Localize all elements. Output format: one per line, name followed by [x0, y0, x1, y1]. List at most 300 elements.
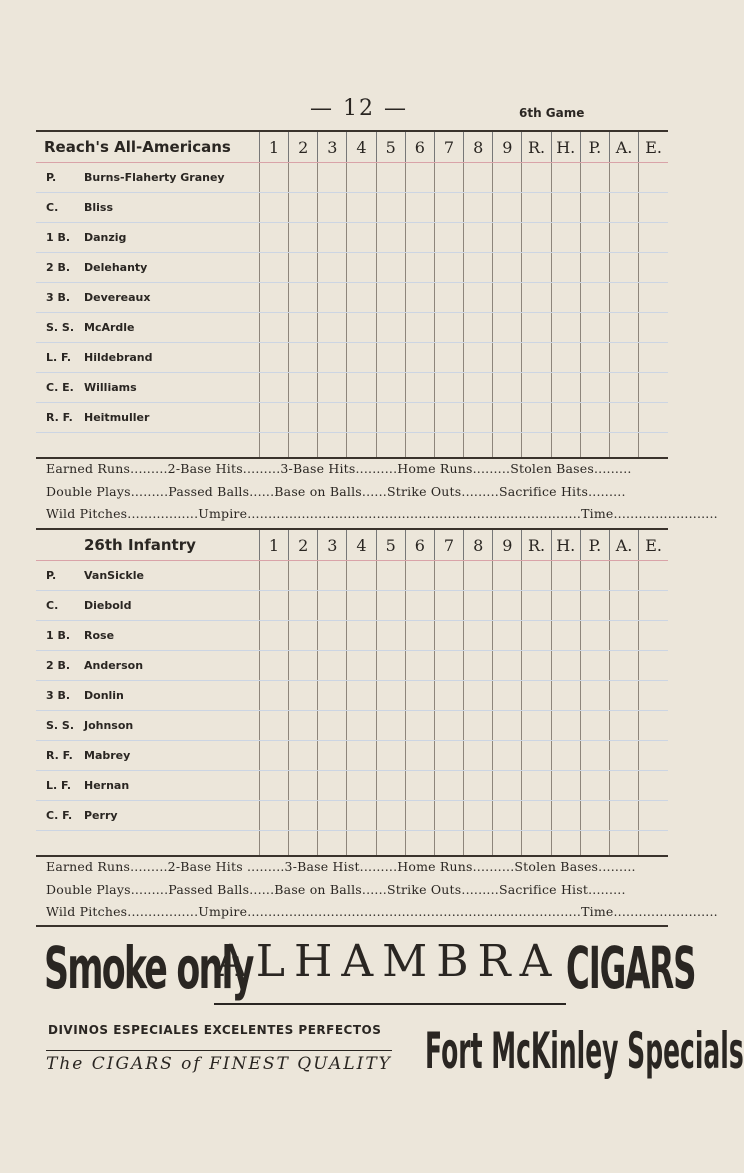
- score-cell: [405, 561, 434, 591]
- score-cell: [639, 193, 668, 223]
- player-name: Hildebrand: [84, 351, 153, 364]
- score-cell: [289, 343, 318, 373]
- score-cell: [405, 591, 434, 621]
- score-cell: [609, 681, 638, 711]
- strike-outs-field: Strike Outs.........: [386, 483, 499, 499]
- score-cell: [609, 591, 638, 621]
- player-cell: [36, 403, 259, 433]
- score-cell: [551, 373, 580, 403]
- totals-cell: [289, 831, 318, 857]
- score-cell: [464, 621, 493, 651]
- player-position: C.: [46, 599, 59, 612]
- score-cell: [522, 373, 551, 403]
- score-cell: [376, 741, 405, 771]
- player-row: [36, 163, 668, 193]
- player-position: 1 B.: [46, 231, 71, 244]
- score-cell: [493, 561, 522, 591]
- score-cell: [522, 193, 551, 223]
- column-header: 9: [493, 529, 522, 561]
- score-cell: [580, 283, 609, 313]
- score-cell: [580, 591, 609, 621]
- score-cell: [551, 741, 580, 771]
- team1-rows: [36, 163, 668, 459]
- score-cell: [259, 561, 288, 591]
- column-header: 6: [405, 131, 434, 163]
- team1-stats: [46, 458, 718, 526]
- totals-cell: [580, 831, 609, 857]
- score-cell: [464, 681, 493, 711]
- score-cell: [259, 651, 288, 681]
- column-header: R.: [522, 131, 551, 163]
- score-cell: [259, 253, 288, 283]
- player-row: [36, 403, 668, 433]
- score-cell: [289, 651, 318, 681]
- base-on-balls-field: Base on Balls......: [274, 881, 387, 897]
- score-cell: [376, 801, 405, 831]
- player-row: [36, 343, 668, 373]
- score-cell: [639, 403, 668, 433]
- score-cell: [259, 163, 288, 193]
- score-cell: [376, 681, 405, 711]
- stolen-bases-field: Stolen Bases.........: [514, 859, 636, 874]
- score-cell: [434, 403, 463, 433]
- score-cell: [289, 771, 318, 801]
- score-cell: [493, 193, 522, 223]
- score-cell: [376, 711, 405, 741]
- score-cell: [609, 651, 638, 681]
- score-cell: [464, 771, 493, 801]
- ad-underline: [214, 1003, 566, 1005]
- score-cell: [376, 253, 405, 283]
- score-cell: [376, 651, 405, 681]
- score-cell: [522, 253, 551, 283]
- score-cell: [493, 771, 522, 801]
- score-cell: [434, 223, 463, 253]
- score-cell: [522, 163, 551, 193]
- page-number: — 12 —: [310, 96, 408, 121]
- score-cell: [464, 561, 493, 591]
- score-cell: [609, 771, 638, 801]
- score-cell: [405, 651, 434, 681]
- score-cell: [580, 621, 609, 651]
- score-cell: [259, 343, 288, 373]
- score-cell: [347, 741, 376, 771]
- score-cell: [289, 621, 318, 651]
- score-cell: [318, 373, 347, 403]
- score-cell: [493, 403, 522, 433]
- totals-cell: [522, 433, 551, 459]
- score-cell: [376, 373, 405, 403]
- score-cell: [434, 313, 463, 343]
- score-cell: [259, 313, 288, 343]
- player-cell: [36, 651, 259, 681]
- score-cell: [289, 741, 318, 771]
- score-cell: [405, 621, 434, 651]
- totals-cell: [36, 433, 259, 459]
- player-position: L. F.: [46, 779, 72, 792]
- column-header: 5: [376, 529, 405, 561]
- score-cell: [522, 561, 551, 591]
- totals-cell: [434, 831, 463, 857]
- score-cell: [434, 343, 463, 373]
- score-cell: [318, 801, 347, 831]
- totals-row: [36, 433, 668, 459]
- player-position: P.: [46, 569, 57, 582]
- score-cell: [609, 741, 638, 771]
- totals-cell: [405, 831, 434, 857]
- column-header: 1: [259, 529, 288, 561]
- player-position: 3 B.: [46, 291, 71, 304]
- score-cell: [347, 561, 376, 591]
- score-cell: [376, 163, 405, 193]
- score-cell: [405, 403, 434, 433]
- score-cell: [318, 591, 347, 621]
- column-header: 2: [289, 131, 318, 163]
- score-cell: [318, 223, 347, 253]
- score-cell: [609, 373, 638, 403]
- player-row: [36, 741, 668, 771]
- score-cell: [347, 163, 376, 193]
- two-base-hits-field: 2-Base Hits .........: [167, 859, 285, 874]
- score-cell: [551, 403, 580, 433]
- score-cell: [522, 621, 551, 651]
- player-name: Diebold: [84, 599, 132, 612]
- score-cell: [318, 771, 347, 801]
- totals-cell: [347, 433, 376, 459]
- score-cell: [464, 801, 493, 831]
- base-on-balls-field: Base on Balls......: [274, 483, 387, 499]
- totals-cell: [405, 433, 434, 459]
- score-cell: [405, 771, 434, 801]
- score-cell: [551, 681, 580, 711]
- score-cell: [318, 313, 347, 343]
- column-header: P.: [580, 529, 609, 561]
- game-label: 6th Game: [519, 106, 585, 120]
- score-cell: [405, 313, 434, 343]
- column-header: 7: [434, 529, 463, 561]
- player-row: [36, 771, 668, 801]
- player-cell: [36, 253, 259, 283]
- score-cell: [493, 711, 522, 741]
- score-cell: [347, 591, 376, 621]
- score-cell: [493, 253, 522, 283]
- score-cell: [434, 741, 463, 771]
- score-cell: [522, 591, 551, 621]
- score-cell: [551, 621, 580, 651]
- score-cell: [289, 801, 318, 831]
- player-cell: [36, 223, 259, 253]
- score-cell: [551, 343, 580, 373]
- player-row: [36, 561, 668, 591]
- ad-slogan: The CIGARS of FINEST QUALITY: [46, 1050, 392, 1074]
- totals-cell: [493, 433, 522, 459]
- three-base-hits-field: 3-Base Hist.........: [284, 859, 398, 874]
- score-cell: [464, 163, 493, 193]
- player-name: Bliss: [84, 201, 114, 214]
- player-position: S. S.: [46, 321, 75, 334]
- score-cell: [609, 801, 638, 831]
- score-cell: [609, 343, 638, 373]
- column-header: 8: [464, 131, 493, 163]
- score-cell: [464, 373, 493, 403]
- score-cell: [289, 193, 318, 223]
- score-cell: [464, 343, 493, 373]
- score-cell: [464, 223, 493, 253]
- column-header: 4: [347, 529, 376, 561]
- score-cell: [580, 651, 609, 681]
- time-field: Time.........................: [581, 904, 718, 919]
- score-cell: [551, 223, 580, 253]
- score-cell: [493, 801, 522, 831]
- score-cell: [639, 771, 668, 801]
- score-cell: [376, 591, 405, 621]
- score-cell: [464, 283, 493, 313]
- score-cell: [609, 313, 638, 343]
- player-position: 3 B.: [46, 689, 71, 702]
- score-cell: [464, 403, 493, 433]
- score-cell: [580, 163, 609, 193]
- score-cell: [318, 253, 347, 283]
- player-cell: [36, 621, 259, 651]
- score-cell: [522, 223, 551, 253]
- passed-balls-field: Passed Balls......: [168, 483, 275, 499]
- player-row: [36, 373, 668, 403]
- score-cell: [639, 343, 668, 373]
- score-cell: [609, 163, 638, 193]
- score-cell: [493, 373, 522, 403]
- column-header: E.: [639, 529, 668, 561]
- score-cell: [347, 373, 376, 403]
- player-name: Mabrey: [84, 749, 131, 762]
- score-cell: [609, 253, 638, 283]
- home-runs-field: Home Runs.........: [397, 461, 511, 476]
- team1-stats-line1: [46, 458, 668, 481]
- score-cell: [639, 253, 668, 283]
- sacrifice-hits-field: Sacrifice Hist.........: [498, 881, 626, 897]
- earned-runs-field: Earned Runs.........: [46, 461, 168, 476]
- two-base-hits-field: 2-Base Hits.........: [167, 461, 281, 476]
- score-cell: [493, 223, 522, 253]
- score-cell: [434, 801, 463, 831]
- score-cell: [318, 651, 347, 681]
- player-cell: [36, 711, 259, 741]
- score-cell: [493, 313, 522, 343]
- score-cell: [580, 343, 609, 373]
- score-cell: [259, 193, 288, 223]
- score-cell: [434, 193, 463, 223]
- score-cell: [405, 343, 434, 373]
- score-cell: [376, 561, 405, 591]
- player-name: Heitmuller: [84, 411, 150, 424]
- score-cell: [493, 163, 522, 193]
- player-cell: [36, 193, 259, 223]
- score-cell: [609, 223, 638, 253]
- score-cell: [639, 651, 668, 681]
- column-header: 5: [376, 131, 405, 163]
- player-cell: [36, 343, 259, 373]
- score-cell: [551, 163, 580, 193]
- score-cell: [259, 801, 288, 831]
- score-cell: [609, 283, 638, 313]
- player-cell: [36, 741, 259, 771]
- score-cell: [580, 801, 609, 831]
- score-cell: [259, 621, 288, 651]
- score-cell: [434, 651, 463, 681]
- score-cell: [259, 711, 288, 741]
- totals-cell: [609, 831, 638, 857]
- totals-cell: [464, 831, 493, 857]
- team2-scorecard: [36, 528, 668, 857]
- score-cell: [405, 163, 434, 193]
- score-cell: [259, 591, 288, 621]
- score-cell: [493, 621, 522, 651]
- score-cell: [522, 283, 551, 313]
- totals-cell: [464, 433, 493, 459]
- score-cell: [493, 343, 522, 373]
- player-row: [36, 223, 668, 253]
- score-cell: [318, 163, 347, 193]
- score-cell: [522, 711, 551, 741]
- ad-smoke-only: Smoke only: [44, 934, 253, 1002]
- score-cell: [318, 681, 347, 711]
- ad-divider: [36, 925, 668, 927]
- score-cell: [347, 223, 376, 253]
- home-runs-field: Home Runs..........: [397, 859, 515, 874]
- score-cell: [434, 561, 463, 591]
- score-cell: [405, 253, 434, 283]
- score-cell: [639, 163, 668, 193]
- double-plays-field: Double Plays.........: [46, 483, 169, 499]
- wild-pitches-field: Wild Pitches.................: [46, 904, 199, 919]
- score-cell: [289, 681, 318, 711]
- score-cell: [609, 621, 638, 651]
- player-position: 1 B.: [46, 629, 71, 642]
- score-cell: [259, 771, 288, 801]
- score-cell: [639, 801, 668, 831]
- totals-cell: [551, 831, 580, 857]
- team1-header-row: [36, 131, 668, 163]
- totals-cell: [347, 831, 376, 857]
- player-row: [36, 801, 668, 831]
- column-header: P.: [580, 131, 609, 163]
- three-base-hits-field: 3-Base Hits..........: [280, 461, 398, 476]
- score-cell: [289, 373, 318, 403]
- score-cell: [434, 681, 463, 711]
- score-cell: [347, 313, 376, 343]
- score-cell: [609, 193, 638, 223]
- column-header: 1: [259, 131, 288, 163]
- stolen-bases-field: Stolen Bases.........: [510, 461, 632, 476]
- ad-brand: Fort McKinley Specials: [425, 1022, 744, 1080]
- strike-outs-field: Strike Outs.........: [386, 881, 499, 897]
- team1-stats-line3: [46, 503, 718, 526]
- score-cell: [318, 561, 347, 591]
- totals-cell: [36, 831, 259, 857]
- totals-cell: [493, 831, 522, 857]
- column-header: A.: [609, 131, 638, 163]
- player-row: [36, 283, 668, 313]
- column-header: H.: [551, 529, 580, 561]
- score-cell: [522, 801, 551, 831]
- ad-alhambra: ALHAMBRA: [215, 936, 561, 987]
- score-cell: [580, 561, 609, 591]
- score-cell: [464, 711, 493, 741]
- player-name: Donlin: [84, 689, 124, 702]
- score-cell: [639, 561, 668, 591]
- totals-cell: [318, 831, 347, 857]
- score-cell: [551, 283, 580, 313]
- column-header: 6: [405, 529, 434, 561]
- score-cell: [318, 741, 347, 771]
- score-cell: [434, 283, 463, 313]
- score-cell: [347, 403, 376, 433]
- score-cell: [347, 651, 376, 681]
- score-cell: [551, 711, 580, 741]
- column-header: H.: [551, 131, 580, 163]
- score-cell: [522, 771, 551, 801]
- column-header: 7: [434, 131, 463, 163]
- column-header: 3: [318, 131, 347, 163]
- score-cell: [289, 561, 318, 591]
- team2-stats: [46, 856, 718, 924]
- player-row: [36, 621, 668, 651]
- score-cell: [259, 283, 288, 313]
- totals-cell: [580, 433, 609, 459]
- totals-cell: [259, 433, 288, 459]
- score-cell: [464, 741, 493, 771]
- score-cell: [522, 403, 551, 433]
- totals-cell: [289, 433, 318, 459]
- team2-stats-line2: [46, 879, 668, 902]
- score-cell: [522, 651, 551, 681]
- umpire-field: Umpire................................................................................: [198, 904, 582, 919]
- player-cell: [36, 283, 259, 313]
- player-cell: [36, 373, 259, 403]
- score-cell: [609, 403, 638, 433]
- score-cell: [639, 741, 668, 771]
- ad-tagline: DIVINOS ESPECIALES EXCELENTES PERFECTOS: [48, 1023, 382, 1037]
- score-cell: [551, 561, 580, 591]
- score-cell: [405, 801, 434, 831]
- earned-runs-field: Earned Runs.........: [46, 859, 168, 874]
- score-cell: [259, 223, 288, 253]
- score-cell: [493, 651, 522, 681]
- player-position: R. F.: [46, 411, 73, 424]
- player-position: 2 B.: [46, 261, 71, 274]
- score-cell: [347, 253, 376, 283]
- score-cell: [347, 801, 376, 831]
- score-cell: [347, 193, 376, 223]
- score-cell: [347, 343, 376, 373]
- player-name: Perry: [84, 809, 118, 822]
- score-cell: [609, 711, 638, 741]
- player-name: VanSickle: [84, 569, 144, 582]
- column-header: 3: [318, 529, 347, 561]
- totals-cell: [434, 433, 463, 459]
- score-cell: [522, 681, 551, 711]
- player-name: Danzig: [84, 231, 127, 244]
- score-cell: [347, 681, 376, 711]
- score-cell: [551, 313, 580, 343]
- score-cell: [289, 711, 318, 741]
- score-cell: [405, 681, 434, 711]
- score-cell: [580, 193, 609, 223]
- score-cell: [493, 591, 522, 621]
- score-cell: [434, 711, 463, 741]
- score-cell: [580, 403, 609, 433]
- score-cell: [639, 591, 668, 621]
- column-header: R.: [522, 529, 551, 561]
